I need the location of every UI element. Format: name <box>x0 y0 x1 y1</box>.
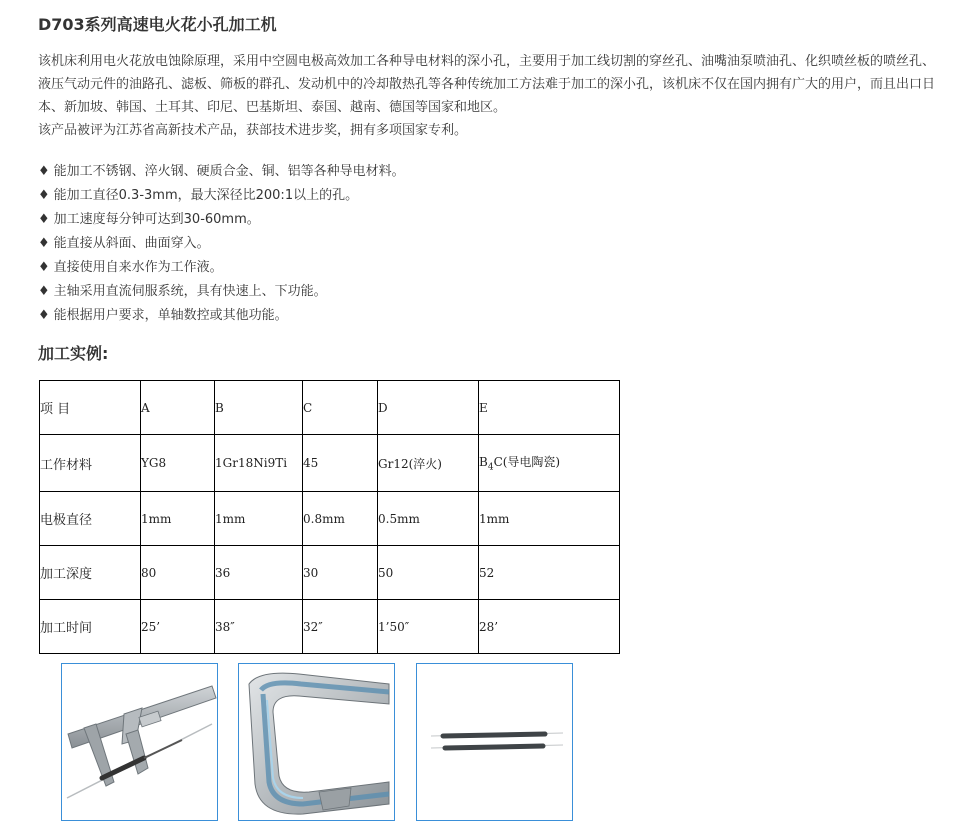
feature-item: ♦ 能加工直径0.3-3mm，最大深径比200:1以上的孔。 <box>38 188 359 203</box>
table-cell: 项 目 <box>40 381 141 435</box>
table-cell: 1mm <box>141 492 215 546</box>
table-cell: 28’ <box>479 600 620 654</box>
table-cell: B <box>215 381 303 435</box>
feature-item: ♦ 主轴采用直流伺服系统，具有快速上、下功能。 <box>38 284 327 299</box>
table-cell: 1’50″ <box>378 600 479 654</box>
table-row-label: 工作材料 <box>40 435 141 492</box>
table-cell: YG8 <box>141 435 215 492</box>
feature-item: ♦ 能直接从斜面、曲面穿入。 <box>38 236 210 251</box>
intro-paragraph-2: 该产品被评为江苏省高新技术产品，获部技术进步奖，拥有多项国家专利。 <box>38 123 468 138</box>
diamond-bullet-icon: ♦ <box>38 188 50 203</box>
feature-item: ♦ 加工速度每分钟可达到30-60mm。 <box>38 212 260 227</box>
diamond-bullet-icon: ♦ <box>38 308 50 323</box>
diamond-bullet-icon: ♦ <box>38 236 50 251</box>
table-cell: $B_4C$(导电陶瓷) <box>479 435 620 492</box>
table-cell: 25’ <box>141 600 215 654</box>
diamond-bullet-icon: ♦ <box>38 260 50 275</box>
electrode-rods-photo <box>416 663 573 821</box>
table-cell: 1Gr18Ni9Ti <box>215 435 303 492</box>
table-cell: 52 <box>479 546 620 600</box>
examples-title: 加工实例: <box>38 344 109 363</box>
product-intro <box>38 50 938 142</box>
table-row <box>40 600 620 654</box>
table-cell: 32″ <box>303 600 378 654</box>
table-cell: 1mm <box>479 492 620 546</box>
table-cell: 1mm <box>215 492 303 546</box>
table-cell: 36 <box>215 546 303 600</box>
caliper-photo <box>61 663 218 821</box>
table-cell: 0.8mm <box>303 492 378 546</box>
table-cell: Gr12(淬火) <box>378 435 479 492</box>
diamond-bullet-icon: ♦ <box>38 164 50 179</box>
table-cell: 30 <box>303 546 378 600</box>
intro-paragraph-1: 该机床利用电火花放电蚀除原理，采用中空圆电极高效加工各种导电材料的深小孔，主要用于加工线切割的穿丝孔、油嘴油泵喷油孔、化织喷丝板的喷丝孔、液压气动元件的油路孔、滤板、筛板的群孔、发动机中的冷却散热孔等各种传统加工方法难于加工的深小孔，该机床不仅在国内拥有广大的用户，而且出口日本、新加坡、韩国、土耳其、印尼、巴基斯坦、泰国、越南、德国等国家和地区。 <box>38 54 936 115</box>
table-cell: C <box>303 381 378 435</box>
feature-item: ♦ 直接使用自来水作为工作液。 <box>38 260 223 275</box>
feature-list <box>38 160 405 328</box>
feature-item: ♦ 能加工不锈钢、淬火钢、硬质合金、铜、铝等各种导电材料。 <box>38 164 405 179</box>
table-row-label: 加工深度 <box>40 546 141 600</box>
table-cell: A <box>141 381 215 435</box>
table-row-label: 电极直径 <box>40 492 141 546</box>
table-cell: D <box>378 381 479 435</box>
table-header-row <box>40 381 620 435</box>
table-cell: 80 <box>141 546 215 600</box>
table-cell: 45 <box>303 435 378 492</box>
table-row <box>40 435 620 492</box>
diamond-bullet-icon: ♦ <box>38 284 50 299</box>
table-cell: 0.5mm <box>378 492 479 546</box>
product-title: D703系列高速电火花小孔加工机 <box>38 15 277 34</box>
part-frame-photo <box>238 663 395 821</box>
table-cell: E <box>479 381 620 435</box>
diamond-bullet-icon: ♦ <box>38 212 50 227</box>
table-row <box>40 546 620 600</box>
feature-item: ♦ 能根据用户要求，单轴数控或其他功能。 <box>38 308 288 323</box>
table-row <box>40 492 620 546</box>
table-cell: 38″ <box>215 600 303 654</box>
examples-table <box>39 380 620 654</box>
table-row-label: 加工时间 <box>40 600 141 654</box>
table-cell: 50 <box>378 546 479 600</box>
